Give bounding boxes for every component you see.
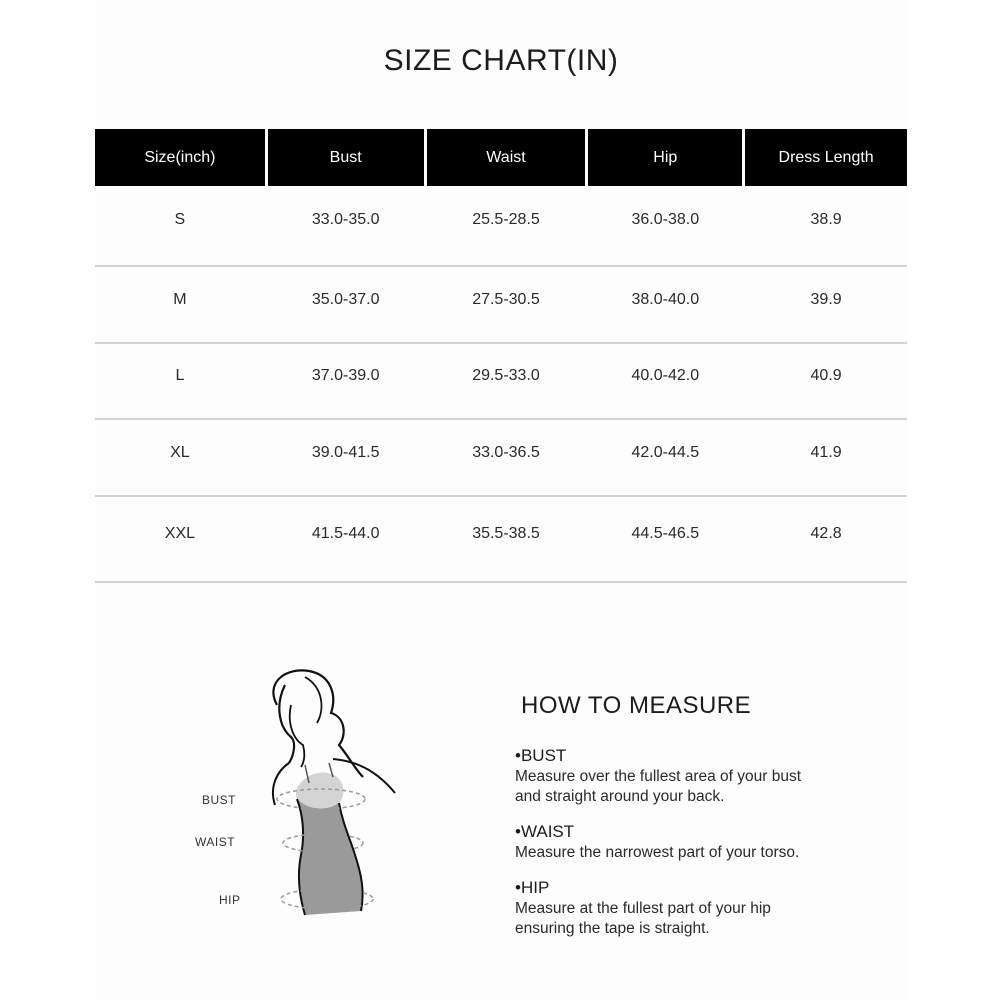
cell-bust: 41.5-44.0 [311,525,380,542]
cell-dress-length: 39.9 [810,290,842,308]
hip-heading: •HIP [515,878,550,897]
cell-size: S [174,210,186,228]
table-row [95,420,907,497]
cell-bust: 37.0-39.0 [311,367,380,384]
hip-instruction-line: ensuring the tape is straight. [515,920,710,937]
bust-instruction-line: and straight around your back. [515,788,725,805]
how-to-measure-title: HOW TO MEASURE [521,692,752,719]
size-table [95,129,907,583]
measurement-figure [195,665,425,945]
bust-heading: •BUST [515,746,567,765]
cell-waist: 29.5-33.0 [472,367,540,384]
size-chart-page [95,0,907,1000]
cell-dress-length: 42.8 [810,525,842,542]
table-row [95,186,907,267]
cell-size: M [173,290,187,308]
cell-waist: 33.0-36.5 [472,443,540,461]
cell-hip: 42.0-44.5 [631,443,700,461]
cell-hip: 36.0-38.0 [631,210,700,228]
cell-waist: 25.5-28.5 [472,210,540,228]
bust-instruction-line: Measure over the fullest area of your bust [515,768,802,785]
cell-size: XL [170,443,190,461]
header-hip: Hip [588,129,742,186]
cell-bust: 33.0-35.0 [311,210,380,228]
hip-instruction-line: Measure at the fullest part of your hip [515,900,771,917]
waist-label: WAIST [195,835,236,849]
cell-size: XXL [164,525,196,542]
table-row [95,267,907,344]
table-header [95,129,907,186]
cell-waist: 27.5-30.5 [472,290,540,308]
cell-hip: 38.0-40.0 [631,290,700,308]
cell-dress-length: 40.9 [810,367,842,384]
table-row [95,497,907,583]
cell-dress-length: 38.9 [810,210,842,228]
cell-dress-length: 41.9 [810,443,842,461]
cell-size: L [175,367,185,384]
bust-label: BUST [202,793,237,807]
hip-label: HIP [219,893,241,907]
cell-waist: 35.5-38.5 [472,525,540,542]
cell-bust: 39.0-41.5 [311,443,380,461]
how-to-measure-section [515,692,875,938]
cell-hip: 44.5-46.5 [631,525,700,542]
page-title: SIZE CHART(IN) [383,44,619,77]
header-size: Size(inch) [95,129,265,186]
waist-instruction-line: Measure the narrowest part of your torso. [515,844,800,861]
waist-heading: •WAIST [515,822,575,841]
cell-bust: 35.0-37.0 [311,290,380,308]
header-waist: Waist [427,129,586,186]
header-bust: Bust [268,129,424,186]
header-dress-length: Dress Length [745,129,907,186]
table-row [95,344,907,420]
cell-hip: 40.0-42.0 [631,367,700,384]
